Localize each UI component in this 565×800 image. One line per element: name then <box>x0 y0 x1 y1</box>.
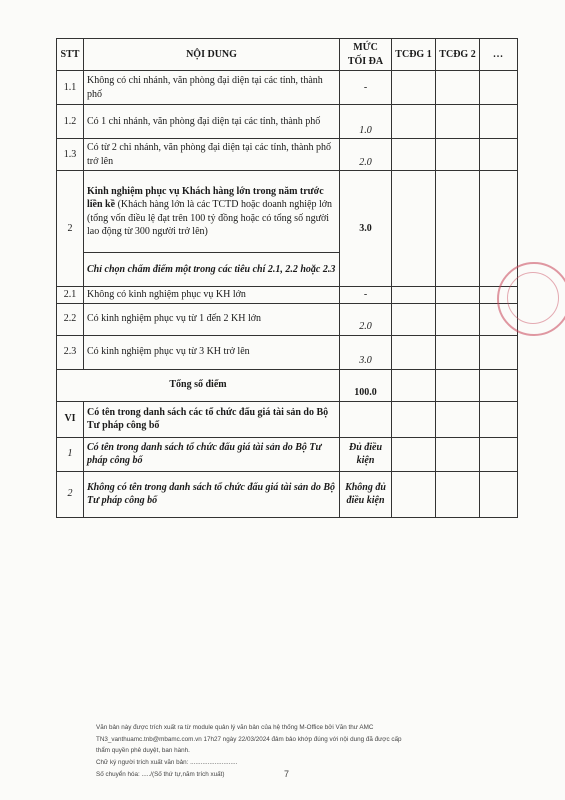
row-content: Có kinh nghiệm phục vụ từ 1 đến 2 KH lớn <box>84 303 340 335</box>
row-more-cell <box>480 71 518 105</box>
row-tcdg2-cell <box>436 401 480 437</box>
row-tcdg2-cell <box>436 171 480 287</box>
row-content <box>84 171 340 253</box>
row-max-score: 1.0 <box>340 105 392 139</box>
row-max-score <box>340 401 392 437</box>
row-stt: 2 <box>57 171 84 287</box>
footer-line: Số chuyển hóa: ...../(Số thứ tự,năm trích xuất) <box>96 770 225 778</box>
red-seal-stamp <box>497 262 565 336</box>
footer-line: thẩm quyền phê duyệt, ban hành. <box>96 747 190 755</box>
row-max-score: Không đủ điều kiện <box>340 471 392 517</box>
row-stt: 2.3 <box>57 335 84 369</box>
row-tcdg1-cell <box>392 471 436 517</box>
table-row <box>57 287 518 304</box>
row-stt: 2.2 <box>57 303 84 335</box>
row-max-score: - <box>340 287 392 304</box>
row-tcdg1-cell <box>392 437 436 471</box>
col-header-tcdg1: TCĐG 1 <box>392 39 436 71</box>
col-header-noi-dung: NỘI DUNG <box>84 39 340 71</box>
row-tcdg2-cell <box>436 335 480 369</box>
table-row <box>57 139 518 171</box>
row-stt: 2 <box>57 471 84 517</box>
row-tcdg1-cell <box>392 105 436 139</box>
scoring-table <box>56 38 518 518</box>
row-tcdg2-cell <box>436 437 480 471</box>
footer-line: Văn bản này được trích xuất ra từ module quản lý văn bản của hệ thống M-Office bởi Văn thư AMC <box>96 724 374 731</box>
row-stt: 2.1 <box>57 287 84 304</box>
col-header-tcdg2: TCĐG 2 <box>436 39 480 71</box>
col-header-stt: STT <box>57 39 84 71</box>
row-stt: 1 <box>57 437 84 471</box>
extraction-footer <box>96 724 546 782</box>
row-content: Không có tên trong danh sách tổ chức đấu giá tài sản do Bộ Tư pháp công bố <box>84 471 340 517</box>
row-content-heading: Kinh nghiệm phục vụ Khách hàng lớn trong năm trước liền kề <box>87 185 324 210</box>
row-tcdg2-cell <box>436 71 480 105</box>
table-row <box>57 105 518 139</box>
row-max-score: - <box>340 71 392 105</box>
row-tcdg2-cell <box>436 105 480 139</box>
section-row-vi <box>57 401 518 437</box>
total-score: 100.0 <box>340 369 392 401</box>
row-max-score: 3.0 <box>340 335 392 369</box>
row-more-cell <box>480 335 518 369</box>
row-tcdg1-cell <box>392 335 436 369</box>
col-header-muc-toi-da: MỨC TỐI ĐA <box>340 39 392 71</box>
row-tcdg1-cell <box>392 303 436 335</box>
page-number: 7 <box>284 769 290 779</box>
footer-line: Chữ ký người trích xuất văn bản: ........................... <box>96 759 238 767</box>
row-tcdg2-cell <box>436 303 480 335</box>
row-content: Không có kinh nghiệm phục vụ KH lớn <box>84 287 340 304</box>
row-tcdg1-cell <box>392 71 436 105</box>
row-tcdg2-cell <box>436 139 480 171</box>
row-tcdg1-cell <box>392 401 436 437</box>
footer-line: TN3_vanthuamc.tnb@mbamc.com.vn 17h27 ngày 22/03/2024 đảm bảo khớp đúng với nội dung đã được cấp <box>96 735 402 743</box>
row-more-cell <box>480 139 518 171</box>
row-tcdg1-cell <box>392 139 436 171</box>
row-content: Có 1 chi nhánh, văn phòng đại diện tại các tỉnh, thành phố <box>84 105 340 139</box>
row-content: Có tên trong danh sách tổ chức đấu giá tài sản do Bộ Tư pháp công bố <box>84 437 340 471</box>
table-row <box>57 171 518 253</box>
row-max-score: 3.0 <box>340 171 392 287</box>
row-stt: 1.2 <box>57 105 84 139</box>
row-tcdg2-cell <box>436 287 480 304</box>
row-max-score: Đủ điều kiện <box>340 437 392 471</box>
row-more-cell <box>480 437 518 471</box>
table-row <box>57 335 518 369</box>
row-tcdg1-cell <box>392 287 436 304</box>
row-content-detail: (Khách hàng lớn là các TCTD hoặc doanh nghiệp lớn (tổng vốn điều lệ đạt trên 100 tỷ đồng hoặc có tổng số người lao động từ 300 người trở lên) <box>87 199 333 237</box>
row-content: Có tên trong danh sách các tổ chức đấu giá tài sản do Bộ Tư pháp công bố <box>84 401 340 437</box>
row-stt: 1.1 <box>57 71 84 105</box>
row-stt: VI <box>57 401 84 437</box>
row-max-score: 2.0 <box>340 303 392 335</box>
row-tcdg2-cell <box>436 369 480 401</box>
row-content: Không có chi nhánh, văn phòng đại diện tại các tỉnh, thành phố <box>84 71 340 105</box>
table-row <box>57 471 518 517</box>
row-more-cell <box>480 369 518 401</box>
row-content: Có kinh nghiệm phục vụ từ 3 KH trở lên <box>84 335 340 369</box>
table-row <box>57 303 518 335</box>
row-more-cell <box>480 401 518 437</box>
table-row <box>57 71 518 105</box>
row-content: Có từ 2 chi nhánh, văn phòng đại diện tại các tỉnh, thành phố trở lên <box>84 139 340 171</box>
table-row <box>57 437 518 471</box>
row-stt: 1.3 <box>57 139 84 171</box>
row-tcdg1-cell <box>392 171 436 287</box>
row-note: Chỉ chọn chấm điểm một trong các tiêu chí 2.1, 2.2 hoặc 2.3 <box>84 253 340 287</box>
row-tcdg2-cell <box>436 471 480 517</box>
total-label: Tổng số điểm <box>57 369 340 401</box>
table-header-row <box>57 39 518 71</box>
col-header-more: ... <box>480 39 518 71</box>
row-more-cell <box>480 105 518 139</box>
row-max-score: 2.0 <box>340 139 392 171</box>
row-more-cell <box>480 471 518 517</box>
row-tcdg1-cell <box>392 369 436 401</box>
total-row <box>57 369 518 401</box>
